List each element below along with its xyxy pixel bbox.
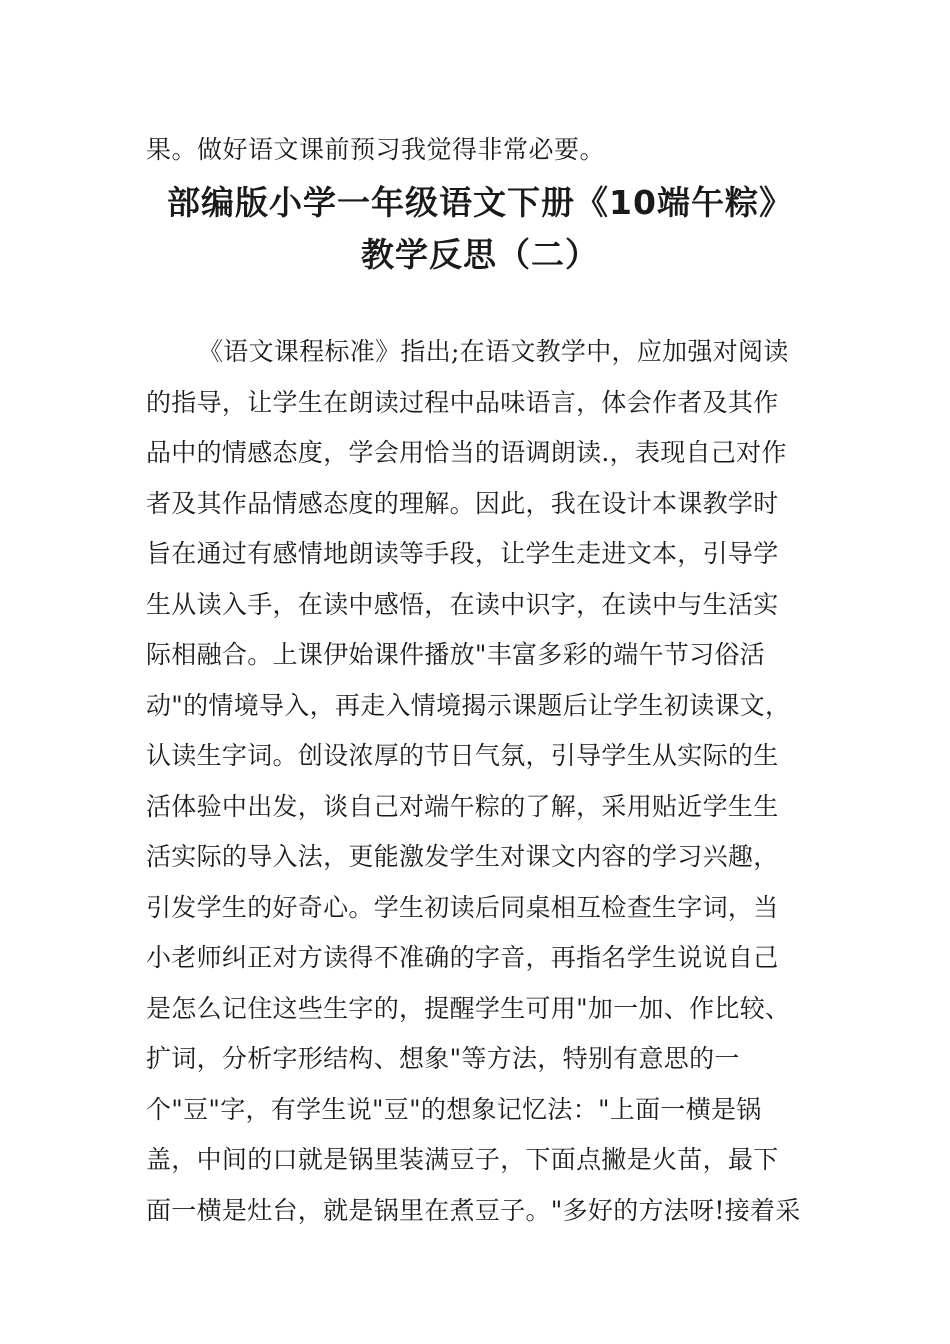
paragraph-line: 个"豆"字，有学生说"豆"的想象记忆法："上面一横是锅 bbox=[146, 1094, 762, 1124]
paragraph-line: 盖，中间的口就是锅里装满豆子，下面点撇是火苗，最下 bbox=[146, 1145, 779, 1174]
paragraph-line: 扩词，分析字形结构、想象"等方法，特别有意思的一 bbox=[146, 1044, 740, 1073]
paragraph-line: 旨在通过有感情地朗读等手段，让学生走进文本，引导学 bbox=[146, 539, 779, 568]
paragraph-line: 引发学生的好奇心。学生初读后同桌相互检查生字词，当 bbox=[146, 892, 779, 922]
body-paragraph bbox=[146, 327, 806, 1236]
paragraph-line: 认读生字词。创设浓厚的节日气氛，引导学生从实际的生 bbox=[146, 741, 779, 770]
paragraph-line: 《语文课程标准》指出;在语文教学中，应加强对阅读 bbox=[198, 337, 789, 366]
paragraph-line: 动"的情境导入，再走入情境揭示课题后让学生初读课文， bbox=[146, 690, 791, 720]
carry-over-line: 果。做好语文课前预习我觉得非常必要。 bbox=[146, 135, 606, 164]
paragraph-line: 小老师纠正对方读得不准确的字音，再指名学生说说自己 bbox=[146, 943, 779, 972]
paragraph-line: 际相融合。上课伊始课件播放"丰富多彩的端午节习俗活 bbox=[146, 640, 766, 669]
paragraph-line: 活体验中出发，谈自己对端午粽的了解，采用贴近学生生 bbox=[146, 791, 779, 821]
paragraph-line: 面一横是灶台，就是锅里在煮豆子。"多好的方法呀!接着采 bbox=[146, 1195, 801, 1225]
paragraph-line: 品中的情感态度，学会用恰当的语调朗读.，表现自己对作 bbox=[146, 438, 787, 467]
document-title-line-2: 教学反思（二） bbox=[361, 235, 599, 274]
paragraph-line: 者及其作品情感态度的理解。因此，我在设计本课教学时 bbox=[146, 488, 779, 518]
document-title-line-1: 部编版小学一年级语文下册《10端午粽》 bbox=[167, 183, 793, 222]
paragraph-line: 活实际的导入法，更能激发学生对课文内容的学习兴趣， bbox=[146, 842, 779, 871]
paragraph-line: 是怎么记住这些生字的，提醒学生可用"加一加、作比较、 bbox=[146, 993, 791, 1023]
paragraph-line: 生从读入手，在读中感悟，在读中识字，在读中与生活实 bbox=[146, 589, 779, 619]
paragraph-line: 的指导，让学生在朗读过程中品味语言，体会作者及其作 bbox=[146, 387, 779, 417]
